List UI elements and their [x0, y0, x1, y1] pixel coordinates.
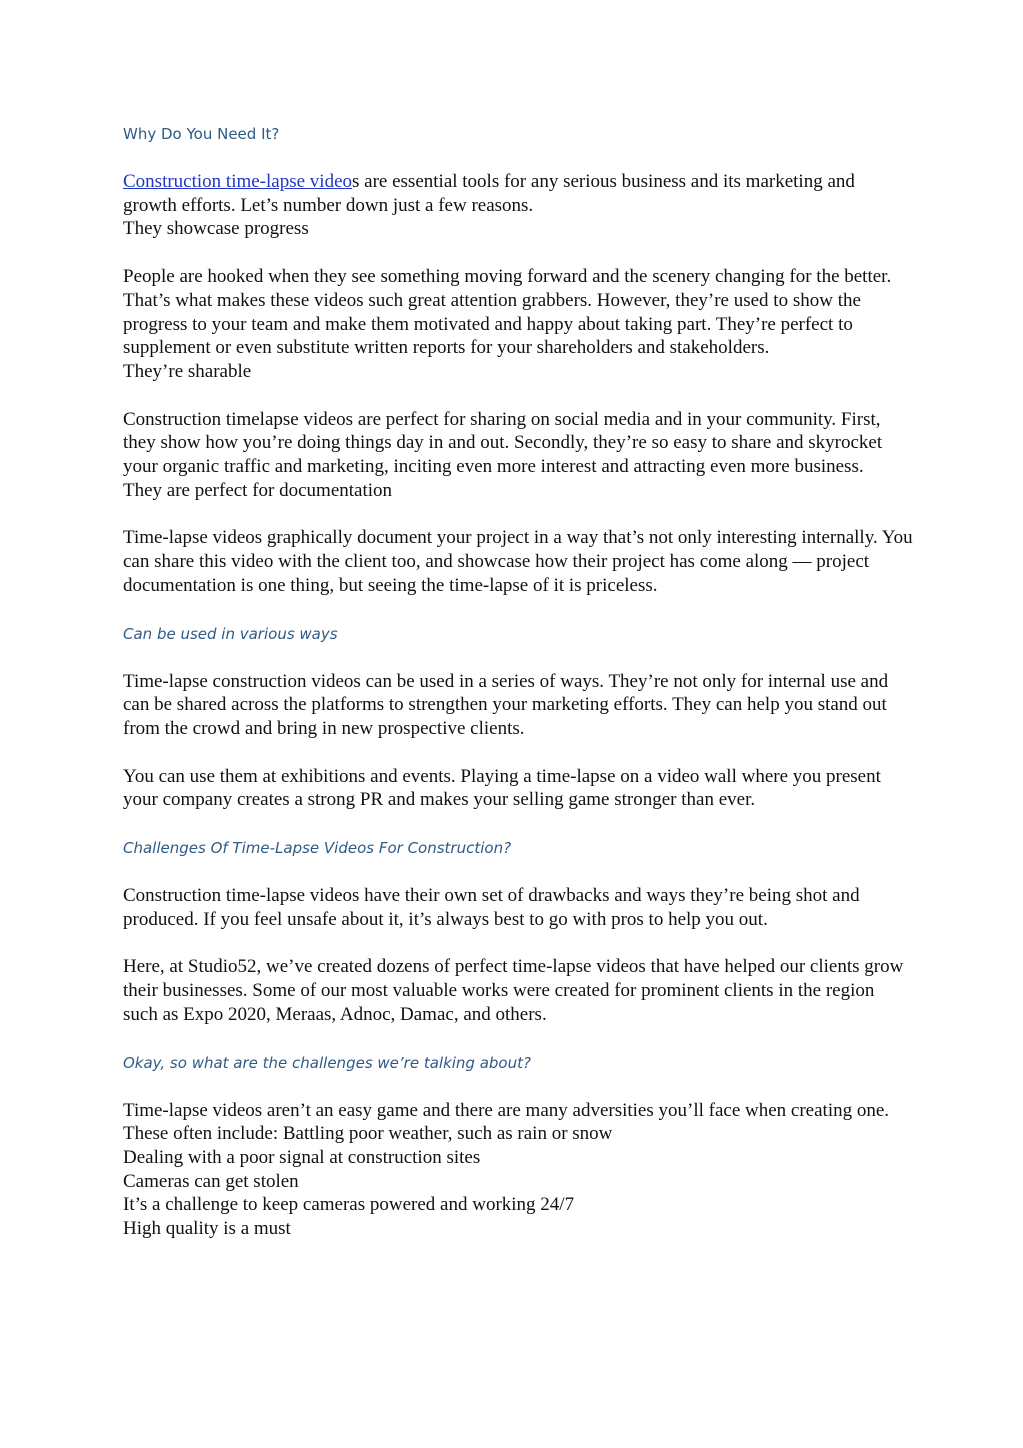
- intro-paragraph: [123, 170, 913, 217]
- paragraph-documentation: Time-lapse videos graphically document your project in a way that’s not only interesting internally. You can share this video with the client too, and showcase how their project has come along — project documentation is one thing, but seeing the time-lapse of it is priceless.: [123, 527, 913, 596]
- list-item: High quality is a must: [123, 1218, 291, 1240]
- list-item: It’s a challenge to keep cameras powered and working 24/7: [123, 1194, 575, 1216]
- paragraph-adversities: Time-lapse videos aren’t an easy game and there are many adversities you’ll face when creating one. These often include: Battling poor weather, such as rain or snow: [123, 1099, 890, 1145]
- paragraph-exhibitions: You can use them at exhibitions and events. Playing a time-lapse on a video wall where you present your company creates a strong PR and makes your selling game stronger than ever.: [123, 765, 881, 811]
- paragraph-studio52: Here, at Studio52, we’ve created dozens of perfect time-lapse videos that have helped our clients grow their businesses. Some of our most valuable works were created for prominent clients in the region such as Expo 2020, Meraas, Adnoc, Damac, and others.: [123, 956, 904, 1025]
- intro-text: s are essential tools for any serious business and its marketing and growth efforts. Let’s number down just a few reasons.: [123, 171, 855, 216]
- subheading-showcase-progress: They showcase progress: [123, 218, 309, 240]
- heading-challenges: Challenges Of Time-Lapse Videos For Construction?: [123, 839, 512, 858]
- subheading-sharable: They’re sharable: [123, 360, 252, 382]
- heading-why-need-it: Why Do You Need It?: [123, 125, 280, 143]
- construction-time-lapse-video-link[interactable]: Construction time-lapse video: [123, 171, 353, 192]
- paragraph-sharable: Construction timelapse videos are perfect for sharing on social media and in your community. First, they show how you’re doing things day in and out. Secondly, they’re so easy to share and skyrocket your organic traffic and marketing, inciting even more interest and attracting even more business.: [123, 408, 883, 478]
- heading-okay-challenges: Okay, so what are the challenges we’re talking about?: [123, 1053, 531, 1072]
- paragraph-drawbacks: Construction time-lapse videos have their own set of drawbacks and ways they’re being shot and produced. If you feel unsafe about it, it’s always best to go with pros to help you out.: [123, 885, 860, 930]
- paragraph-various-ways: Time-lapse construction videos can be used in a series of ways. They’re not only for internal use and can be shared across the platforms to strengthen your marketing efforts. They can help you stand out from the crowd and bring in new prospective clients.: [123, 670, 889, 739]
- heading-various-ways: Can be used in various ways: [123, 624, 338, 643]
- list-item: Dealing with a poor signal at construction sites: [123, 1146, 481, 1168]
- paragraph-progress: People are hooked when they see something moving forward and the scenery changing for the better. That’s what makes these videos such great attention grabbers. However, they’re used to show the progress to your team and make them motivated and happy about taking part. They’re perfect to supplement or even substitute written reports for your shareholders and stakeholders.: [123, 266, 892, 359]
- list-item: Cameras can get stolen: [123, 1170, 299, 1192]
- document-body: [123, 122, 913, 1241]
- subheading-documentation: They are perfect for documentation: [123, 479, 393, 501]
